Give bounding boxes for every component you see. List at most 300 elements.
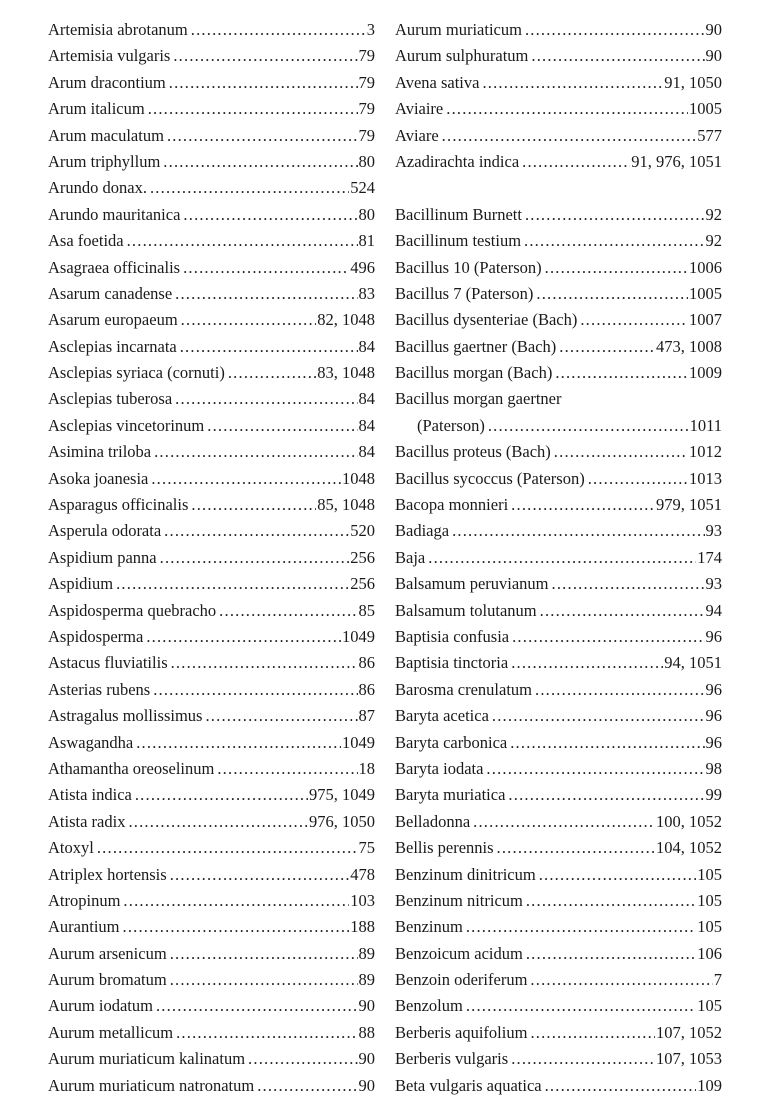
entry-pages: 496 <box>350 257 375 277</box>
entry-name: Baryta acetica <box>395 706 489 726</box>
index-entry <box>48 123 375 149</box>
dot-leader <box>511 650 663 676</box>
entry-name: Baryta muriatica <box>395 785 506 805</box>
dot-leader <box>170 862 350 888</box>
entry-pages: 85, 1048 <box>317 495 375 515</box>
dot-leader <box>492 703 705 729</box>
dot-leader <box>170 967 358 993</box>
entry-name: Asarum europaeum <box>48 310 178 330</box>
dot-leader <box>173 43 357 69</box>
entry-name: Bellis perennis <box>395 838 494 858</box>
entry-name: Asclepias tuberosa <box>48 389 173 409</box>
entry-name: Baptisia tinctoria <box>395 653 509 673</box>
entry-pages: 1005 <box>689 99 722 119</box>
entry-name: Bacillus gaertner (Bach) <box>395 336 557 356</box>
index-entry <box>48 756 375 782</box>
index-entry <box>48 492 375 518</box>
entry-name: Aurum muriaticum <box>395 20 522 39</box>
entry-name: Baja <box>395 547 426 567</box>
entry-name: Aspidium <box>48 574 114 594</box>
index-entry <box>48 202 375 228</box>
dot-leader <box>508 782 704 808</box>
index-entry <box>48 941 375 967</box>
dot-leader <box>175 386 357 412</box>
entry-pages: 188 <box>350 917 375 937</box>
entry-pages: 92 <box>705 231 722 251</box>
entry-name: Aviaire <box>395 99 444 119</box>
entry-name: Aurum iodatum <box>48 996 153 1016</box>
dot-leader <box>170 941 358 967</box>
index-entry-wrapped-second-line <box>395 413 722 439</box>
entry-pages: 79 <box>358 72 375 92</box>
entry-pages: 478 <box>350 864 375 884</box>
entry-name: Bacillinum testium <box>395 231 522 251</box>
entry-pages: 86 <box>358 679 375 699</box>
entry-pages: 86 <box>358 653 375 673</box>
dot-leader <box>153 677 357 703</box>
entry-pages: 84 <box>358 336 375 356</box>
dot-leader <box>127 228 358 254</box>
index-entry <box>395 228 722 254</box>
entry-name: Berberis aquifolium <box>395 1022 528 1042</box>
dot-leader <box>183 255 349 281</box>
index-entry <box>395 96 722 122</box>
dot-leader <box>511 1046 655 1072</box>
index-entry <box>395 888 722 914</box>
dot-leader <box>164 518 349 544</box>
entry-name: Atropinum <box>48 890 121 910</box>
dot-leader <box>524 228 704 254</box>
dot-leader <box>442 123 697 149</box>
index-entry <box>48 730 375 756</box>
index-entry <box>395 307 722 333</box>
index-entry <box>395 730 722 756</box>
entry-name: Balsamum peruvianum <box>395 574 549 594</box>
dot-leader <box>207 413 357 439</box>
index-entry <box>395 677 722 703</box>
entry-name: Baryta carbonica <box>395 732 508 752</box>
entry-pages: 84 <box>358 389 375 409</box>
entry-pages: 89 <box>358 970 375 990</box>
entry-name: Aurum arsenicum <box>48 943 167 963</box>
entry-pages: 80 <box>358 151 375 171</box>
index-entry <box>395 809 722 835</box>
entry-name: Avena sativa <box>395 72 480 92</box>
index-entry <box>48 650 375 676</box>
entry-name: Arundo donax. <box>48 178 147 198</box>
entry-name: Atoxyl <box>48 838 94 858</box>
entry-pages: 84 <box>358 415 375 435</box>
index-entry <box>48 677 375 703</box>
entry-pages: 976, 1050 <box>309 811 375 831</box>
dot-leader <box>525 17 705 43</box>
entry-pages: 7 <box>713 970 722 990</box>
index-entry <box>395 545 722 571</box>
entry-name: Aurum metallicum <box>48 1022 174 1042</box>
index-entry <box>48 545 375 571</box>
index-entry <box>395 756 722 782</box>
index-entry <box>395 17 722 43</box>
index-entry <box>48 782 375 808</box>
dot-leader <box>123 888 349 914</box>
entry-pages: 1005 <box>689 283 722 303</box>
entry-name: Bacillus morgan (Bach) <box>395 363 553 383</box>
entry-name: Arundo mauritanica <box>48 204 181 224</box>
index-entry <box>48 1020 375 1046</box>
entry-name: Atriplex hortensis <box>48 864 167 884</box>
index-entry <box>395 624 722 650</box>
index-entry <box>48 307 375 333</box>
entry-name: Arum triphyllum <box>48 151 161 171</box>
entry-pages: 1013 <box>689 468 722 488</box>
dot-leader <box>552 571 705 597</box>
dot-leader <box>180 334 358 360</box>
dot-leader <box>536 281 688 307</box>
entry-pages: 79 <box>358 125 375 145</box>
letter-group-separator <box>395 175 722 201</box>
entry-pages: 100, 1052 <box>656 811 722 831</box>
dot-leader <box>163 149 357 175</box>
index-entry <box>395 598 722 624</box>
entry-name: Arum italicum <box>48 99 145 119</box>
entry-pages: 524 <box>350 178 375 198</box>
dot-leader <box>486 756 704 782</box>
dot-leader <box>482 70 663 96</box>
index-entry-wrapped-first-line <box>395 386 722 412</box>
index-entry <box>48 466 375 492</box>
entry-pages: 96 <box>705 732 722 752</box>
index-entry <box>48 703 375 729</box>
dot-leader <box>183 202 357 228</box>
entry-name: Bacillinum Burnett <box>395 204 522 224</box>
entry-name: Benzinum <box>395 917 463 937</box>
entry-pages: 79 <box>358 46 375 66</box>
entry-pages: 3 <box>366 20 375 39</box>
dot-leader <box>171 650 358 676</box>
dot-leader <box>535 677 705 703</box>
dot-leader <box>191 492 316 518</box>
entry-name: Aspidosperma <box>48 626 144 646</box>
index-entry <box>395 650 722 676</box>
entry-name: Asperula odorata <box>48 521 162 541</box>
entry-name: Asclepias vincetorinum <box>48 415 205 435</box>
index-entry <box>395 518 722 544</box>
entry-name: Barosma crenulatum <box>395 679 532 699</box>
entry-pages: 83, 1048 <box>317 363 375 383</box>
index-entry <box>48 809 375 835</box>
entry-name: Badiaga <box>395 521 450 541</box>
index-column-left <box>48 17 375 1099</box>
index-column-right <box>395 17 722 1099</box>
entry-name: Belladonna <box>395 811 471 831</box>
entry-name: Asimina triloba <box>48 442 152 462</box>
dot-leader <box>466 993 696 1019</box>
dot-leader <box>160 545 350 571</box>
entry-pages: 1049 <box>342 626 375 646</box>
entry-pages: 975, 1049 <box>309 785 375 805</box>
entry-name: Asclepias incarnata <box>48 336 177 356</box>
dot-leader <box>135 782 308 808</box>
index-group-a-entries <box>395 17 722 175</box>
index-entry <box>395 571 722 597</box>
index-entry <box>48 439 375 465</box>
dot-leader <box>148 96 358 122</box>
dot-leader <box>136 730 341 756</box>
entry-pages: 80 <box>358 204 375 224</box>
index-entry <box>48 17 375 43</box>
dot-leader <box>539 862 697 888</box>
index-entry <box>395 782 722 808</box>
entry-name: Asa foetida <box>48 231 124 251</box>
entry-name: Benzinum nitricum <box>395 890 523 910</box>
entry-pages: 81 <box>358 231 375 251</box>
entry-name: Arum dracontium <box>48 72 166 92</box>
entry-name: Baryta iodata <box>395 758 484 778</box>
entry-pages: 90 <box>705 20 722 39</box>
dot-leader <box>151 466 341 492</box>
dot-leader <box>446 96 688 122</box>
dot-leader <box>526 941 696 967</box>
index-group-b-entries <box>395 202 722 387</box>
entry-name: Aurantium <box>48 917 120 937</box>
dot-leader <box>510 730 704 756</box>
entry-pages: 87 <box>358 706 375 726</box>
entry-pages: 174 <box>697 547 722 567</box>
entry-pages: 94, 1051 <box>664 653 722 673</box>
dot-leader <box>559 334 655 360</box>
index-entry <box>48 334 375 360</box>
index-entry <box>48 624 375 650</box>
entry-pages: 256 <box>350 574 375 594</box>
entry-name: Aviare <box>395 125 439 145</box>
entry-pages: 96 <box>705 626 722 646</box>
index-entry <box>395 281 722 307</box>
entry-name: Aurum muriaticum kalinatum <box>48 1049 246 1069</box>
entry-pages: 92 <box>705 204 722 224</box>
index-entry <box>48 518 375 544</box>
entry-name: Arum maculatum <box>48 125 164 145</box>
index-entry <box>395 703 722 729</box>
entry-pages: 93 <box>705 574 722 594</box>
entry-name: (Paterson) <box>417 415 485 435</box>
entry-name: Aurum bromatum <box>48 970 167 990</box>
dot-leader <box>156 993 358 1019</box>
entry-pages: 473, 1008 <box>656 336 722 356</box>
entry-pages: 94 <box>705 600 722 620</box>
entry-pages: 82, 1048 <box>317 310 375 330</box>
entry-name: Beta vulgaris aquatica <box>395 1075 542 1095</box>
dot-leader <box>146 624 341 650</box>
index-entry <box>48 835 375 861</box>
entry-pages: 1006 <box>689 257 722 277</box>
index-entry <box>395 862 722 888</box>
entry-name: Bacopa monnieri <box>395 495 509 515</box>
entry-pages: 89 <box>358 943 375 963</box>
index-entry <box>48 888 375 914</box>
entry-name: Benzinum dinitricum <box>395 864 536 884</box>
entry-pages: 107, 1052 <box>656 1022 722 1042</box>
entry-pages: 105 <box>697 864 722 884</box>
dot-leader <box>217 756 357 782</box>
index-entry <box>48 43 375 69</box>
index-entry <box>395 123 722 149</box>
entry-name: Bacillus 7 (Paterson) <box>395 283 534 303</box>
index-entry <box>48 360 375 386</box>
entry-pages: 91, 1050 <box>664 72 722 92</box>
entry-name: Bacillus 10 (Paterson) <box>395 257 542 277</box>
dot-leader <box>150 175 349 201</box>
index-entry <box>395 1020 722 1046</box>
index-entry <box>48 175 375 201</box>
dot-leader <box>531 43 704 69</box>
dot-leader <box>167 123 358 149</box>
index-entry <box>395 70 722 96</box>
entry-pages: 88 <box>358 1022 375 1042</box>
dot-leader <box>530 967 712 993</box>
index-entry <box>48 993 375 1019</box>
entry-pages: 90 <box>358 996 375 1016</box>
index-entry <box>48 96 375 122</box>
dot-leader <box>116 571 349 597</box>
dot-leader <box>497 835 655 861</box>
index-entry <box>48 967 375 993</box>
entry-pages: 93 <box>705 521 722 541</box>
index-entry <box>395 334 722 360</box>
entry-pages: 98 <box>705 758 722 778</box>
index-entry <box>395 993 722 1019</box>
entry-name: Astragalus mollissimus <box>48 706 203 726</box>
dot-leader <box>554 439 688 465</box>
dot-leader <box>580 307 688 333</box>
dot-leader <box>191 17 366 43</box>
entry-name: Benzolum <box>395 996 463 1016</box>
entry-pages: 85 <box>358 600 375 620</box>
index-entry <box>395 439 722 465</box>
dot-leader <box>473 809 655 835</box>
dot-leader <box>228 360 316 386</box>
entry-name: Azadirachta indica <box>395 151 520 171</box>
entry-pages: 106 <box>697 943 722 963</box>
dot-leader <box>128 809 308 835</box>
dot-leader <box>181 307 317 333</box>
entry-pages: 90 <box>358 1075 375 1095</box>
entry-name: Asparagus officinalis <box>48 495 189 515</box>
dot-leader <box>452 518 704 544</box>
entry-pages: 1011 <box>689 415 722 435</box>
entry-pages: 105 <box>697 917 722 937</box>
dot-leader <box>522 149 630 175</box>
dot-leader <box>525 202 705 228</box>
index-entry <box>48 281 375 307</box>
index-entry <box>395 149 722 175</box>
entry-name: Aurum sulphuratum <box>395 46 529 66</box>
entry-name: Atista radix <box>48 811 126 831</box>
entry-name: Aswagandha <box>48 732 134 752</box>
index-entry <box>48 255 375 281</box>
dot-leader <box>205 703 357 729</box>
index-entry <box>395 967 722 993</box>
dot-leader <box>123 914 350 940</box>
index-entry <box>395 914 722 940</box>
index-group-b-entries-continued <box>395 439 722 1099</box>
entry-pages: 104, 1052 <box>656 838 722 858</box>
entry-name: Astacus fluviatilis <box>48 653 168 673</box>
index-entry <box>48 1073 375 1099</box>
entry-pages: 1012 <box>689 442 722 462</box>
entry-name: Bacillus morgan gaertner <box>395 389 562 409</box>
entry-name: Berberis vulgaris <box>395 1049 509 1069</box>
entry-name: Atista indica <box>48 785 132 805</box>
dot-leader <box>428 545 696 571</box>
entry-name: Aspidosperma quebracho <box>48 600 217 620</box>
index-entry <box>48 862 375 888</box>
index-entry <box>48 386 375 412</box>
index-entry <box>395 492 722 518</box>
index-entry <box>48 413 375 439</box>
entry-pages: 90 <box>705 46 722 66</box>
index-entry <box>395 360 722 386</box>
index-entry <box>48 1046 375 1072</box>
entry-pages: 83 <box>358 283 375 303</box>
dot-leader <box>257 1073 357 1099</box>
entry-pages: 107, 1053 <box>656 1049 722 1069</box>
dot-leader <box>540 598 705 624</box>
index-entry <box>48 149 375 175</box>
entry-name: Benzoicum acidum <box>395 943 523 963</box>
entry-name: Benzoin oderiferum <box>395 970 528 990</box>
index-entry <box>395 941 722 967</box>
index-entry <box>395 466 722 492</box>
index-entry <box>48 70 375 96</box>
index-entry <box>48 598 375 624</box>
entry-name: Asarum canadense <box>48 283 173 303</box>
dot-leader <box>175 281 357 307</box>
entry-pages: 90 <box>358 1049 375 1069</box>
entry-name: Bacillus proteus (Bach) <box>395 442 551 462</box>
dot-leader <box>154 439 357 465</box>
index-entry <box>395 43 722 69</box>
entry-name: Bacillus sycoccus (Paterson) <box>395 468 585 488</box>
entry-pages: 105 <box>697 890 722 910</box>
index-entry <box>395 835 722 861</box>
entry-name: Asterias rubens <box>48 679 151 699</box>
dot-leader <box>511 492 655 518</box>
entry-pages: 105 <box>697 996 722 1016</box>
entry-pages: 18 <box>358 758 375 778</box>
entry-name: Aurum muriaticum natronatum <box>48 1075 255 1095</box>
entry-name: Bacillus dysenteriae (Bach) <box>395 310 578 330</box>
entry-name: Asclepias syriaca (cornuti) <box>48 363 225 383</box>
index-entry <box>395 255 722 281</box>
entry-pages: 79 <box>358 99 375 119</box>
entry-pages: 979, 1051 <box>656 495 722 515</box>
dot-leader <box>545 1073 697 1099</box>
entry-pages: 96 <box>705 706 722 726</box>
index-entry <box>395 202 722 228</box>
dot-leader <box>176 1020 357 1046</box>
entry-name: Balsamum tolutanum <box>395 600 537 620</box>
dot-leader <box>555 360 688 386</box>
dot-leader <box>512 624 704 650</box>
dot-leader <box>466 914 696 940</box>
entry-name: Baptisia confusia <box>395 626 510 646</box>
index-entry <box>48 914 375 940</box>
entry-name: Aspidium panna <box>48 547 157 567</box>
entry-pages: 256 <box>350 547 375 567</box>
dot-leader <box>488 413 689 439</box>
dot-leader <box>530 1020 655 1046</box>
entry-pages: 1007 <box>689 310 722 330</box>
